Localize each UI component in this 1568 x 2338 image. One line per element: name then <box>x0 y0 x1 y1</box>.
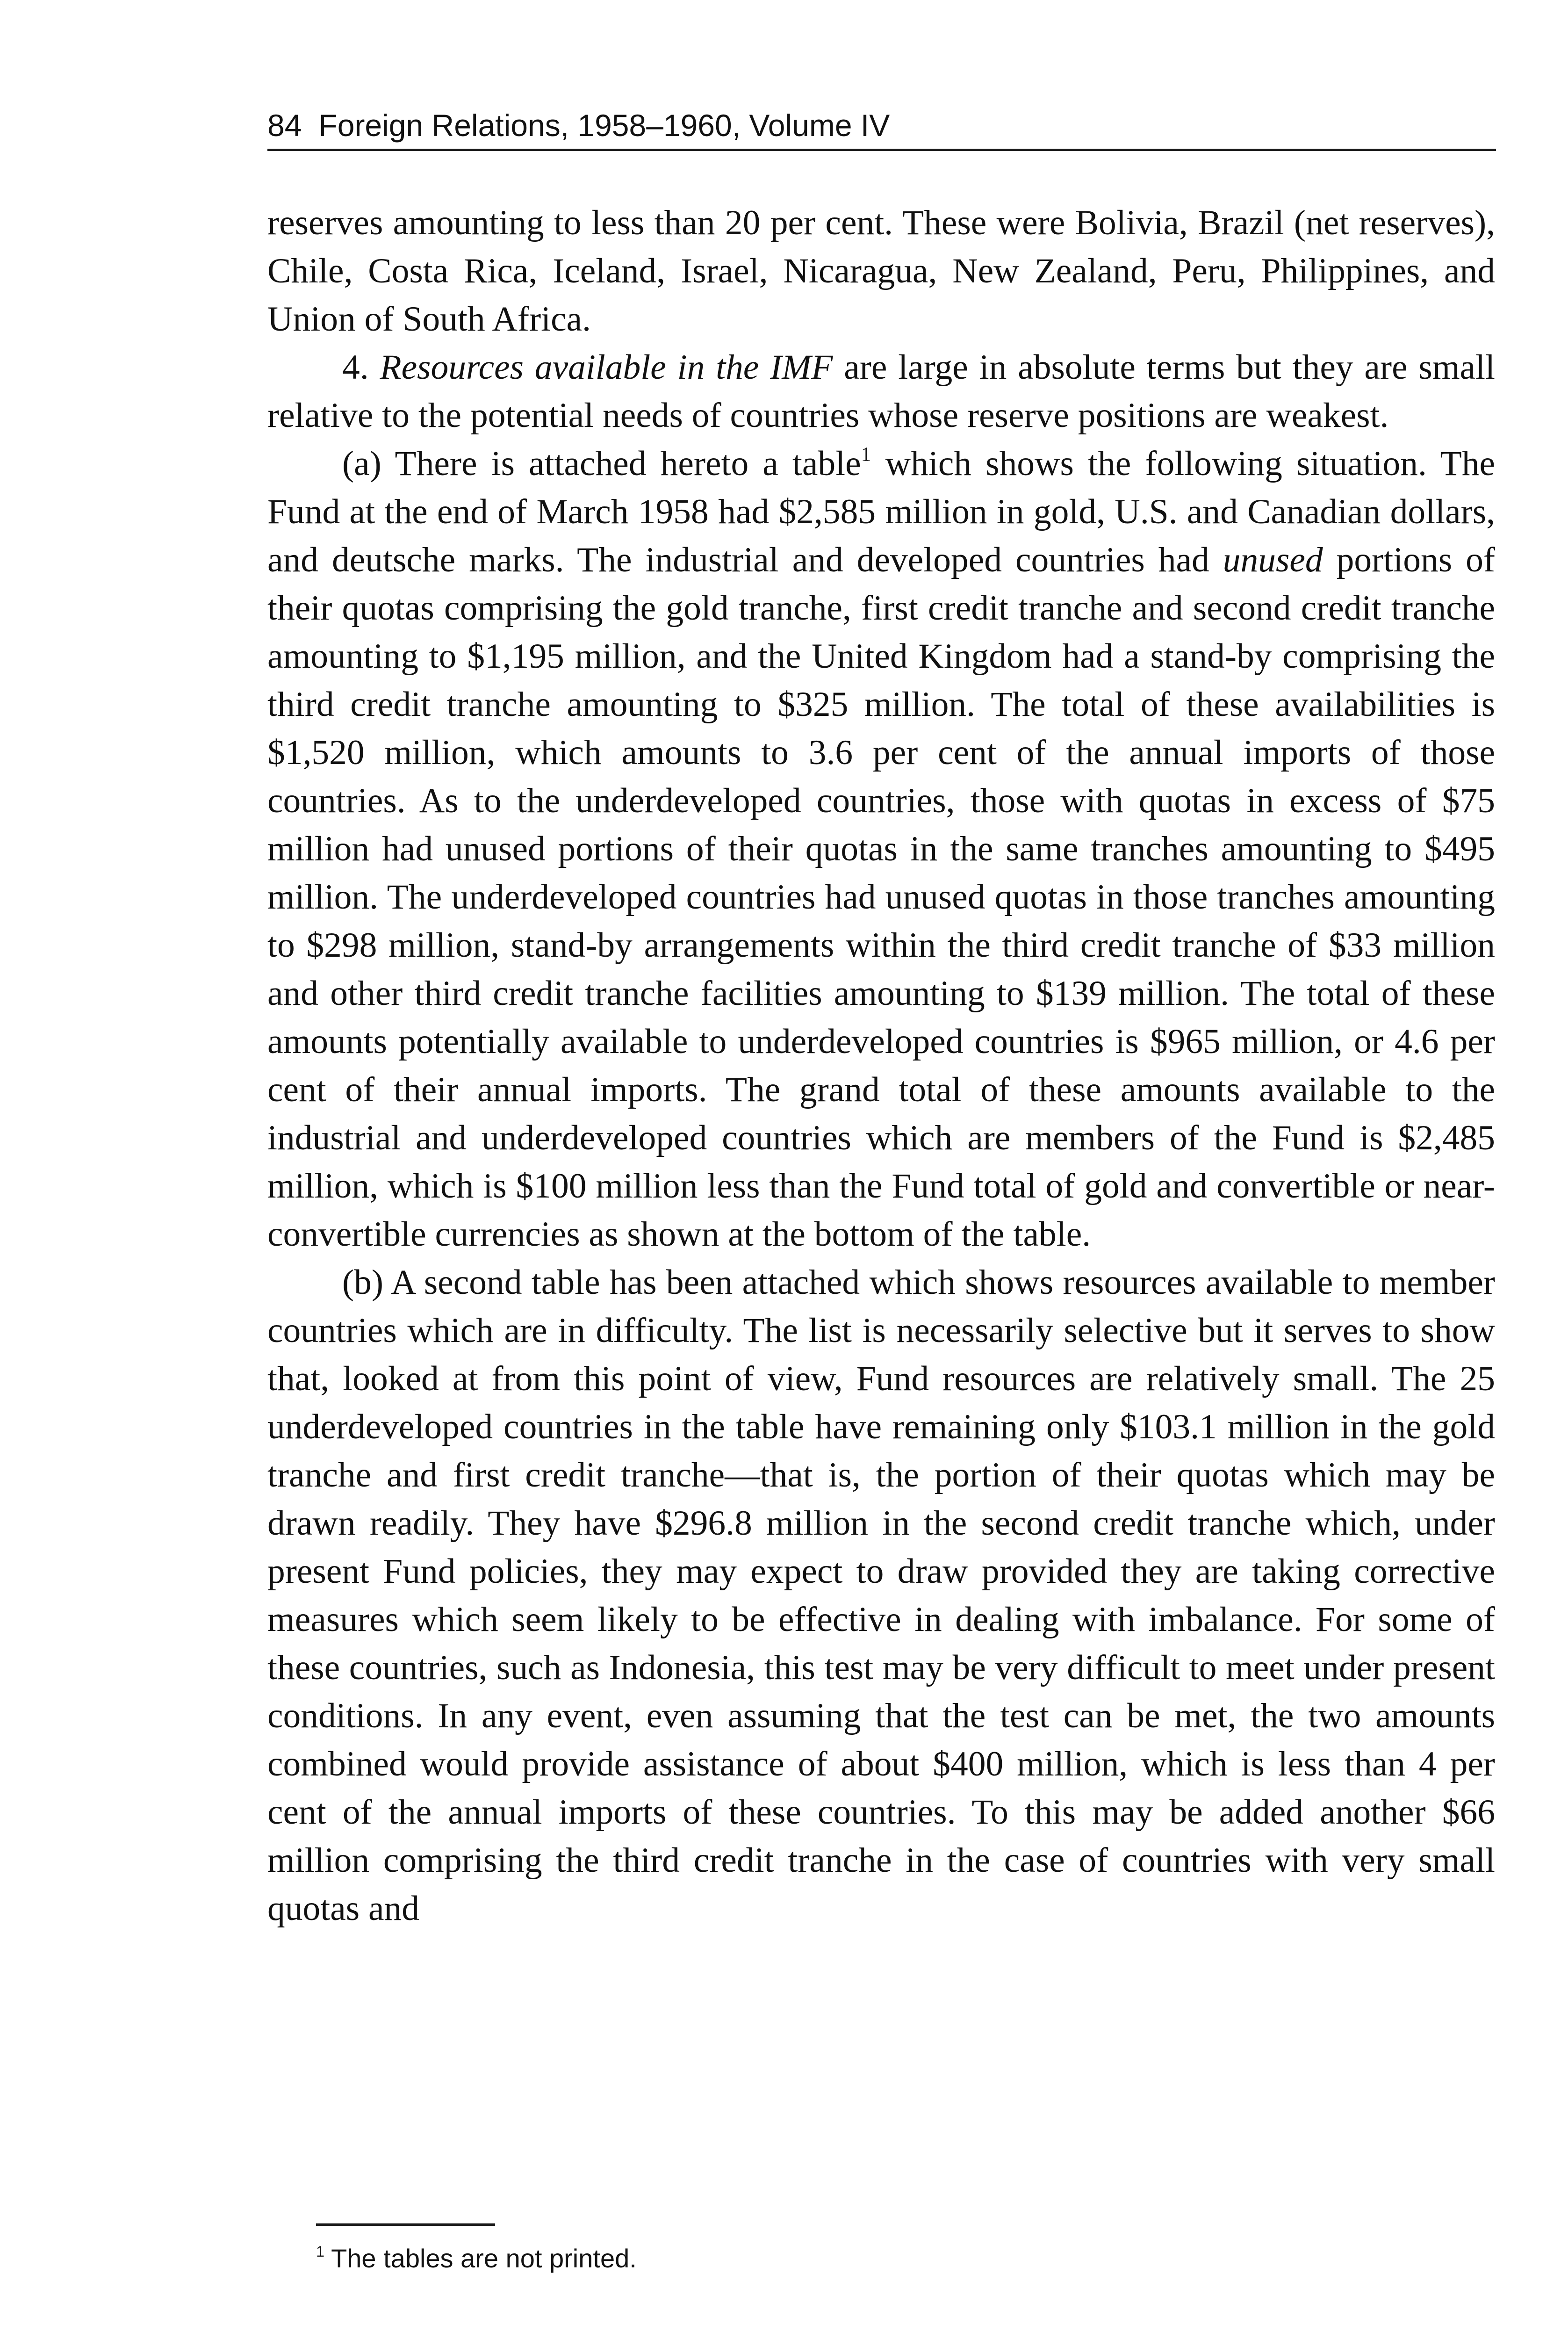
footnote-reference[interactable]: 1 <box>861 443 871 466</box>
running-header <box>267 102 1496 151</box>
paragraph-point-4a <box>267 440 1495 1258</box>
footnote <box>316 2240 1438 2277</box>
page-number: 84 <box>267 108 302 143</box>
paragraph-point-4 <box>267 343 1495 440</box>
paragraph-continuation <box>267 199 1495 343</box>
italic-emphasis: unused <box>1223 541 1323 579</box>
running-title: Foreign Relations, 1958–1960, Volume IV <box>318 108 890 143</box>
footnote-marker: 1 <box>316 2243 325 2260</box>
paragraph-lead: (a) There is attached hereto a table <box>342 444 861 483</box>
paragraph-text: are large in absolute terms but they are small relative to the potential needs of countries whose reserve positions are weakest. <box>267 348 1496 435</box>
italic-heading: Resources available in the IMF <box>380 348 833 387</box>
paragraph-point-4b <box>267 1258 1495 1933</box>
footnote-text: The tables are not printed. <box>331 2244 637 2273</box>
footnote-divider <box>316 2223 495 2226</box>
paragraph-text: which shows the following situation. The Fund at the end of March 1958 had $2,585 million in gold, U.S. and Canadian dollars, and deutsche marks. The industrial and developed countries had <box>267 444 1495 579</box>
paragraph-text: reserves amounting to less than 20 per cent. These were Bolivia, Brazil (net reserves), Chile, Costa Rica, Iceland, Israel, Nicaragua, New Zealand, Peru, Philippines, and Union of South Africa. <box>267 203 1495 339</box>
paragraph-text: portions of their quotas comprising the gold tranche, first credit tranche and second credit tranche amounting to $1,195 million, and the United Kingdom had a stand-by comprising the third credit tranche amounting to $325 million. The total of these availabilities is $1,520 million, which amounts to 3.6 per cent of the annual imports of those countries. As to the underdeveloped countries, those with quotas in excess of $75 million had unused portions of their quotas in the same tranches amounting to $495 million. The underdeveloped countries had unused quotas in those tranches amounting to $298 million, stand-by arrangements within the third credit tranche of $33 million and other third credit tranche facilities amounting to $139 million. The total of these amounts potentially available to underdeveloped countries is $965 million, or 4.6 per cent of their annual imports. The grand total of these amounts available to the industrial and underdeveloped countries which are members of the Fund is $2,485 million, which is $100 million less than the Fund total of gold and convertible or near-convertible currencies as shown at the bottom of the table. <box>267 541 1495 1254</box>
body-text <box>267 199 1495 1933</box>
paragraph-text: (b) A second table has been attached which shows resources available to member countries which are in difficulty. The list is necessarily selective but it serves to show that, looked at from this point of view, Fund resources are relatively small. The 25 underdeveloped countries in the table have remaining only $103.1 million in the gold tranche and first credit tranche—that is, the portion of their quotas which may be drawn readily. They have $296.8 million in the second credit tranche which, under present Fund policies, they may expect to draw provided they are taking corrective measures which seem likely to be effective in dealing with imbalance. For some of these countries, such as Indonesia, this test may be very difficult to meet under present conditions. In any event, even assuming that the test can be met, the two amounts combined would provide assistance of about $400 million, which is less than 4 per cent of the annual imports of these countries. To this may be added another $66 million comprising the third credit tranche in the case of countries with very small quotas and <box>267 1263 1495 1928</box>
point-number: 4. <box>342 348 380 387</box>
